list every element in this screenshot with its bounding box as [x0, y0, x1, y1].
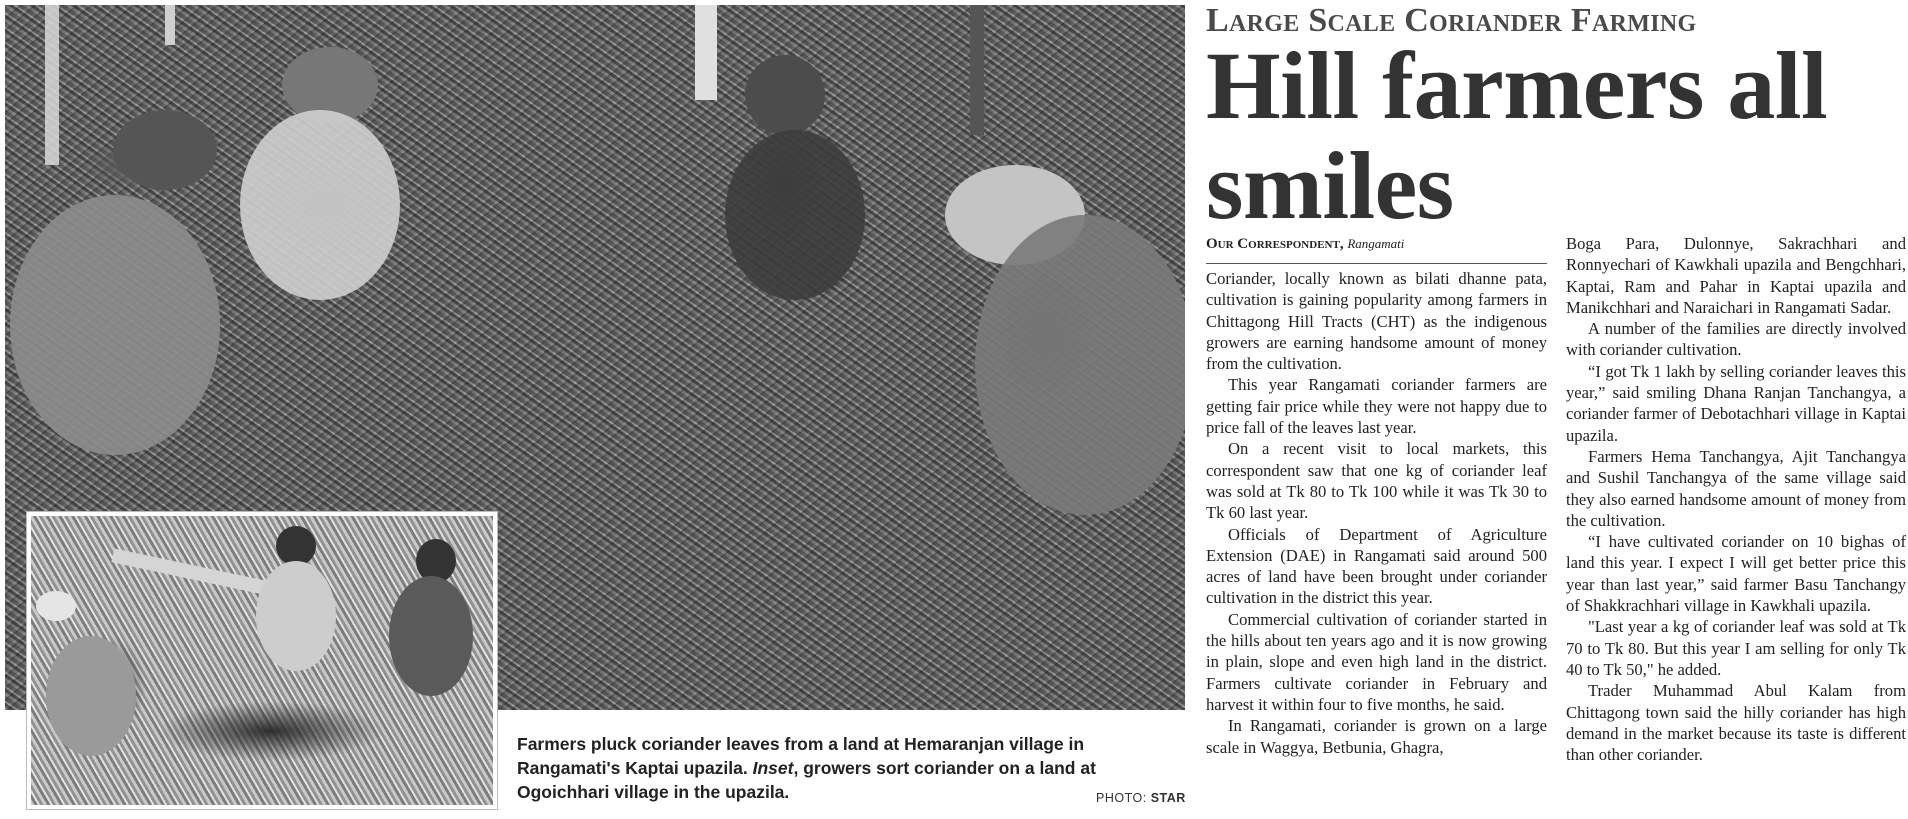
- paragraph: A number of the families are directly involved with coriander cultivation.: [1566, 319, 1906, 360]
- paragraph: “I got Tk 1 lakh by selling coriander leaves this year,” said smiling Dhana Ranjan Tanchangya, a coriander farmer of Debotachhari village in Kaptai upazila.: [1566, 361, 1906, 445]
- article-column-2: [1566, 233, 1906, 765]
- photo-credit: [1096, 791, 1186, 805]
- kicker: Large Scale Coriander Farming: [1206, 2, 1697, 39]
- paragraph: "Last year a kg of coriander leaf was sold at Tk 70 to Tk 80. But this year I am selling for only Tk 40 to Tk 50," he added.: [1566, 617, 1906, 679]
- paragraph: Coriander, locally known as bilati dhanne pata, cultivation is gaining popularity among farmers in Chittagong Hill Tracts (CHT) as the indigenous growers are earning handsome amount of money from the cultivation.: [1206, 269, 1547, 374]
- inset-photo: [27, 512, 497, 809]
- paragraph: “I have cultivated coriander on 10 bighas of land this year. I expect I will get better price this year than last year,” said farmer Basu Tanchangy of Shakkrachhari village in Kawkhali upazila.: [1566, 532, 1906, 616]
- byline-author: Our Correspondent,: [1206, 236, 1344, 252]
- photo-caption: [517, 732, 1117, 804]
- paragraph: Boga Para, Dulonnye, Sakrachhari and Ronnyechari of Kawkhali upazila and Bengchhari, Kaptai, Ram and Pahar in Kaptai upazila and Manikchhari and Naraichari in Rangamati Sadar.: [1566, 234, 1906, 317]
- inset-scene: [31, 516, 493, 805]
- paragraph: Farmers Hema Tanchangya, Ajit Tanchangya and Sushil Tanchangya of the same village said they also earned handsome amount of money from the cultivation.: [1566, 446, 1906, 530]
- byline-rule: [1206, 263, 1547, 264]
- byline-location: Rangamati: [1347, 236, 1405, 251]
- article-column-1: [1206, 268, 1547, 758]
- photo-credit-source: STAR: [1150, 791, 1186, 805]
- paragraph: In Rangamati, coriander is grown on a large scale in Waggya, Betbunia, Ghagra,: [1206, 716, 1547, 757]
- paragraph: Trader Muhammad Abul Kalam from Chittagong town said the hilly coriander has high demand in the market because its taste is different than other coriander.: [1566, 681, 1906, 765]
- caption-text-1: Farmers pluck coriander leaves from a land at Hemaranjan village in Rangamati's Kaptai upazila.: [517, 734, 1085, 778]
- headline: Hill farmers all smiles: [1206, 32, 1828, 239]
- paragraph: Commercial cultivation of coriander started in the hills about ten years ago and it is now growing in plain, slope and even high land in the district. Farmers cultivate coriander in February and harvest it within four to five months, he said.: [1206, 609, 1547, 714]
- caption-text-2: , growers sort coriander on a land at Ogoichhari village in the upazila.: [517, 758, 1096, 802]
- caption-inset-word: Inset: [752, 758, 794, 778]
- byline: [1206, 236, 1404, 253]
- paragraph: This year Rangamati coriander farmers are getting fair price while they were not happy due to price fall of the leaves last year.: [1206, 375, 1547, 438]
- paragraph: On a recent visit to local markets, this correspondent saw that one kg of coriander leaf was sold at Tk 80 to Tk 100 while it was Tk 30 to Tk 60 last year.: [1206, 439, 1547, 523]
- paragraph: Officials of Department of Agriculture Extension (DAE) in Rangamati said around 500 acres of land have been brought under coriander cultivation in the district this year.: [1206, 524, 1547, 608]
- photo-credit-label: PHOTO:: [1096, 791, 1147, 805]
